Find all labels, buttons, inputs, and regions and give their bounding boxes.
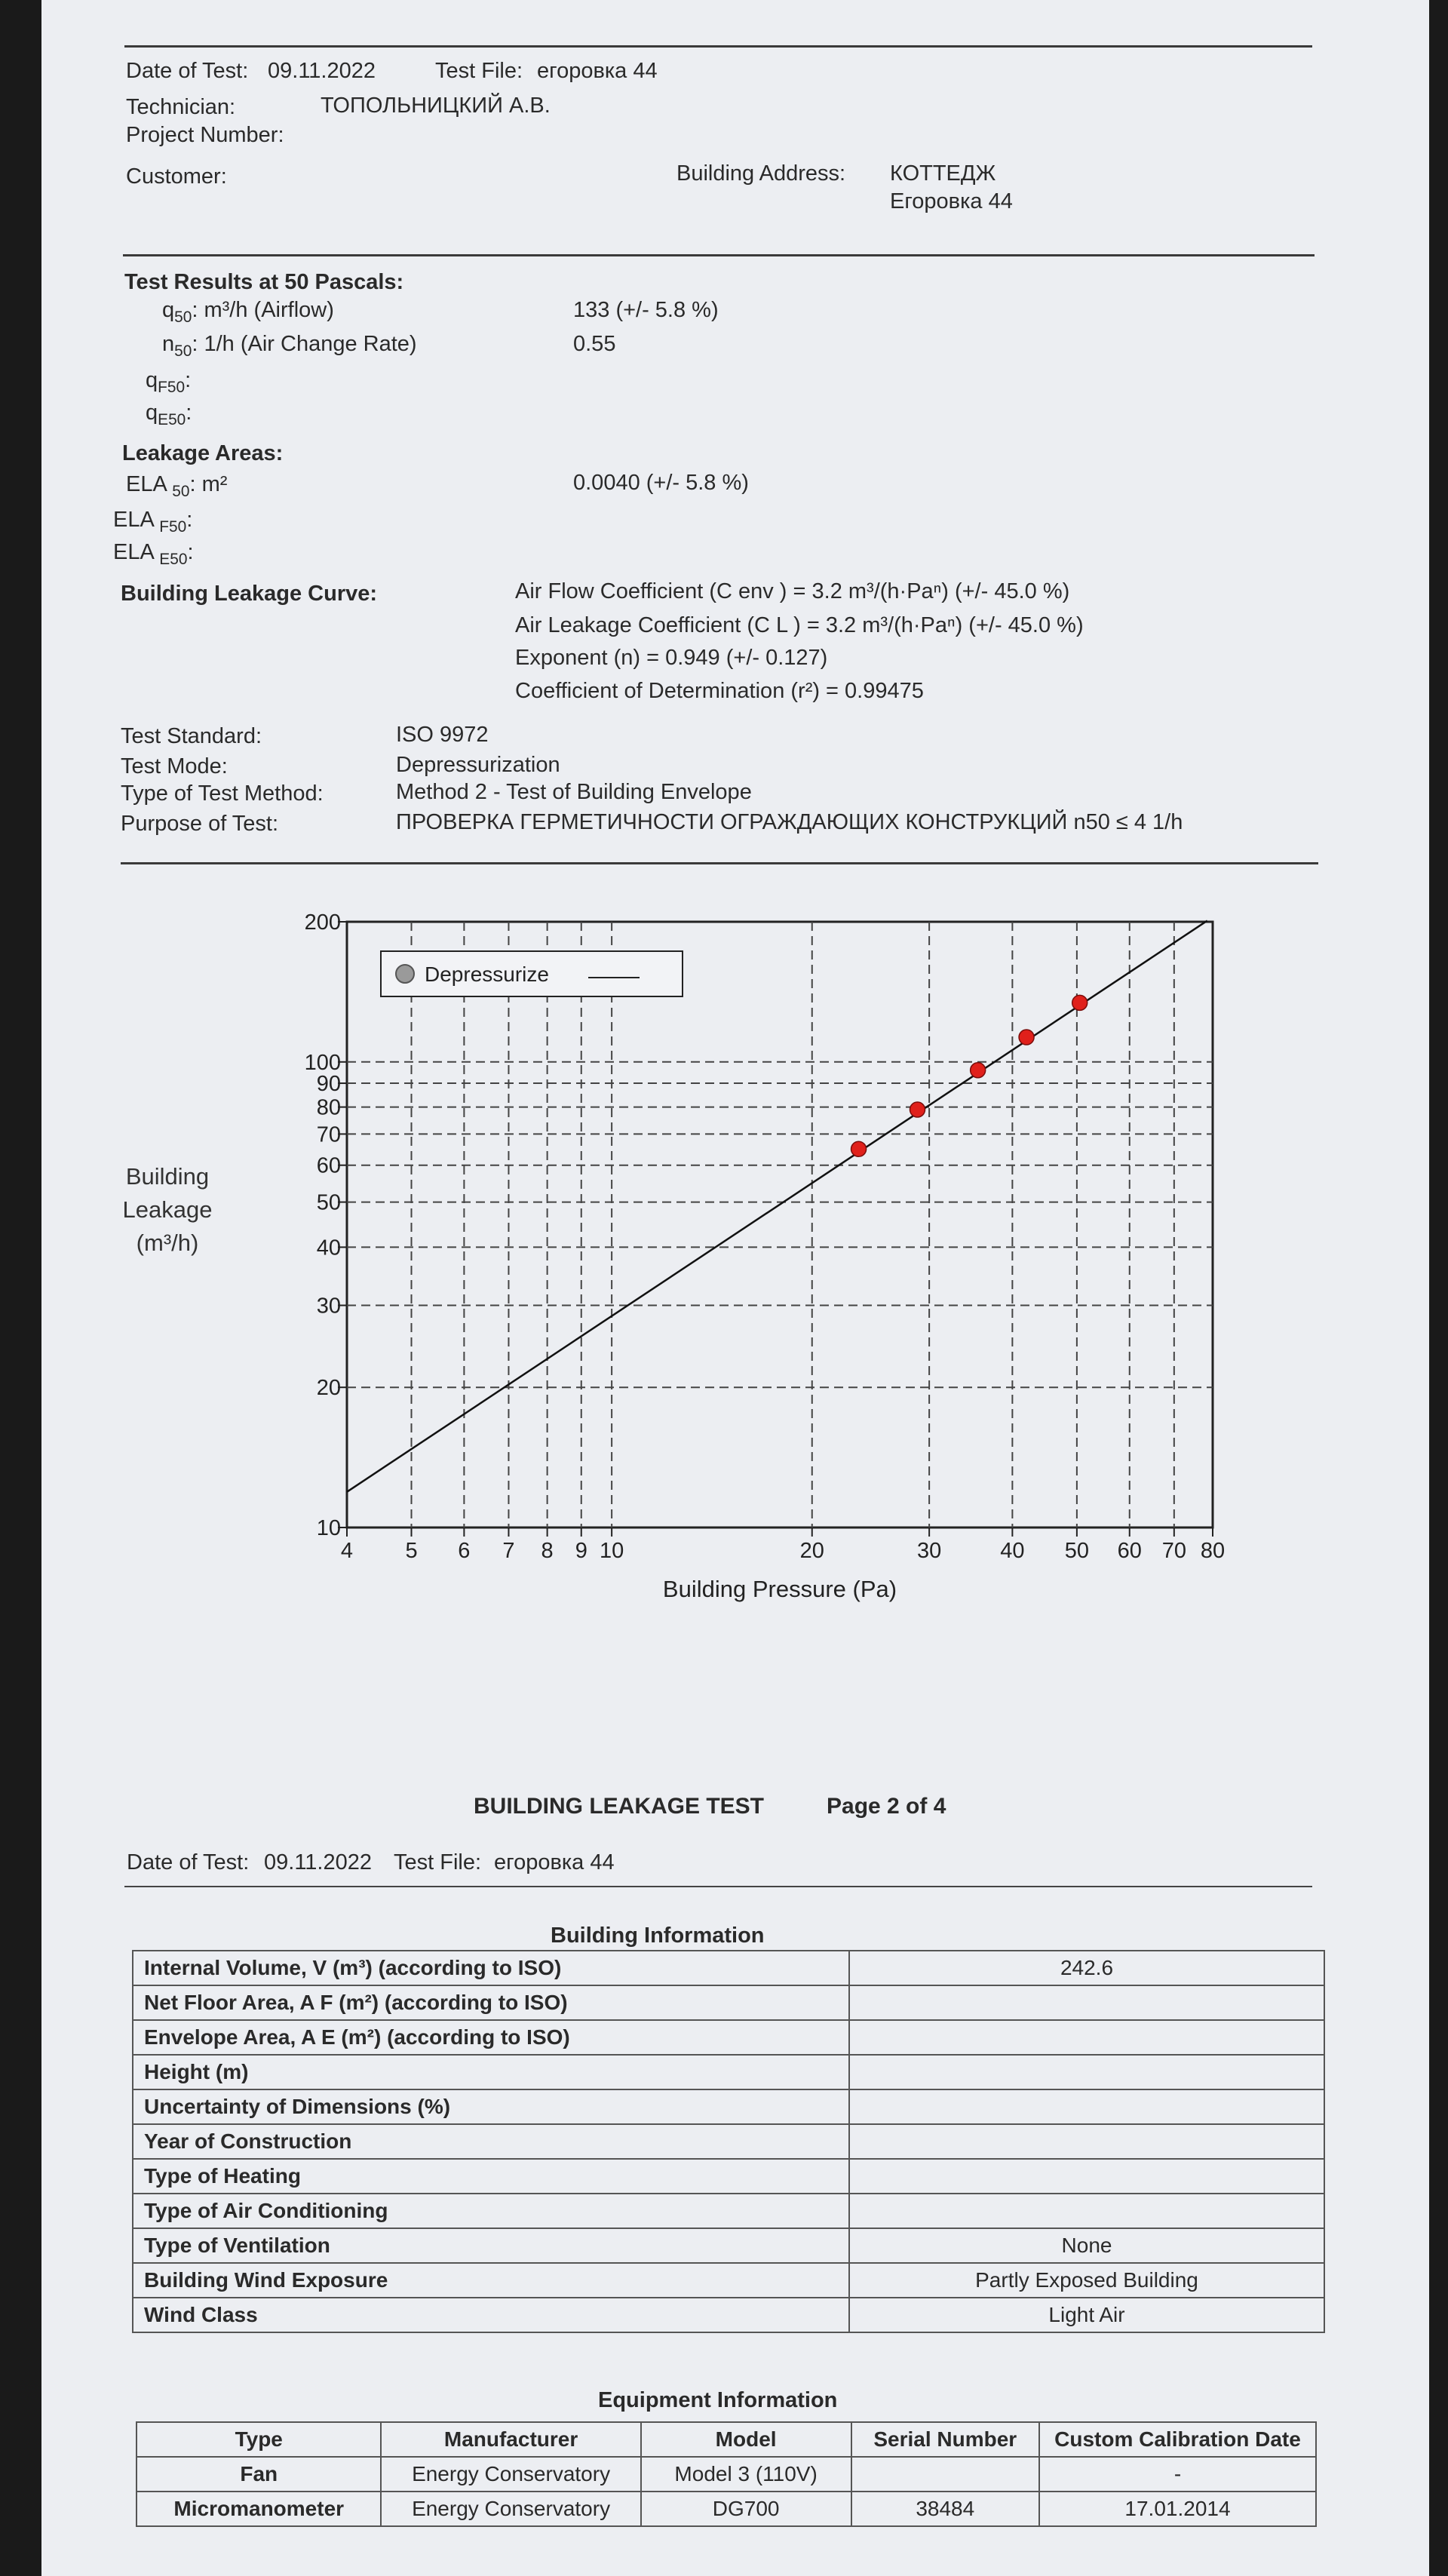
curve-heading: Building Leakage Curve: (121, 582, 378, 606)
building-info-label: Building Wind Exposure (133, 2263, 849, 2298)
air-flow-coefficient: Air Flow Coefficient (C env ) = 3.2 m³/(h·Paⁿ) (+/- 45.0 %) (515, 579, 1070, 603)
x-tick-label: 60 (1117, 1539, 1142, 1563)
x-axis-label: Building Pressure (Pa) (662, 1576, 897, 1602)
y-tick-label: 100 (304, 1050, 341, 1075)
leakage-heading: Leakage Areas: (122, 441, 284, 465)
x-tick-label: 7 (502, 1539, 515, 1563)
exponent: Exponent (n) = 0.949 (+/- 0.127) (515, 646, 828, 670)
y-tick-label: 40 (316, 1236, 341, 1260)
building-info-value (849, 2159, 1324, 2194)
table-row (133, 2020, 1324, 2055)
x-tick-label: 5 (405, 1539, 418, 1563)
n50-value: 0.55 (573, 332, 616, 356)
y-tick-label: 50 (316, 1190, 341, 1215)
building-info-label: Type of Heating (133, 2159, 849, 2194)
page2-title: BUILDING LEAKAGE TEST (474, 1794, 765, 1819)
section-rule (123, 254, 1315, 256)
technician-label: Technician: (126, 95, 236, 119)
equipment-cell: DG700 (641, 2492, 851, 2526)
x-tick-label: 10 (600, 1539, 624, 1563)
ela50-label: ELA $_{50}$: m² (126, 472, 228, 500)
y-axis-label: Leakage (122, 1196, 213, 1223)
data-point (851, 1141, 867, 1156)
equipment-cell: Fan (137, 2457, 381, 2492)
data-point (1072, 995, 1088, 1010)
building-info-value (849, 2055, 1324, 2089)
page2-date-label: Date of Test: (127, 1850, 250, 1874)
qE50-label: $q_{E50}$: (146, 401, 192, 428)
data-point (1019, 1030, 1034, 1045)
ela50-value: 0.0040 (+/- 5.8 %) (573, 471, 749, 495)
building-info-value (849, 2124, 1324, 2159)
equipment-header: Type (137, 2422, 381, 2457)
legend-label: Depressurize (425, 963, 549, 986)
x-tick-label: 6 (458, 1539, 471, 1563)
table-row (133, 2194, 1324, 2228)
date-label: Date of Test: (126, 59, 249, 83)
y-axis-label: (m³/h) (136, 1230, 199, 1256)
table-row (133, 2298, 1324, 2332)
equipment-cell: Energy Conservatory (381, 2457, 640, 2492)
equipment-cell: Micromanometer (137, 2492, 381, 2526)
test-file-label: Test File: (435, 59, 523, 83)
mode-label: Test Mode: (121, 754, 228, 778)
building-info-label: Type of Air Conditioning (133, 2194, 849, 2228)
equipment-header: Manufacturer (381, 2422, 640, 2457)
y-tick-label: 30 (316, 1294, 341, 1319)
equipment-header: Custom Calibration Date (1039, 2422, 1316, 2457)
purpose-label: Purpose of Test: (121, 812, 279, 836)
chart-top-rule (121, 862, 1318, 864)
page2-test-file-value: егоровка 44 (494, 1850, 615, 1874)
results-heading: Test Results at 50 Pascals: (124, 270, 404, 294)
x-tick-label: 9 (575, 1539, 587, 1563)
air-leakage-coefficient: Air Leakage Coefficient (C L ) = 3.2 m³/(h·Paⁿ) (+/- 45.0 %) (515, 613, 1084, 637)
building-info-label: Uncertainty of Dimensions (%) (133, 2089, 849, 2124)
mode-value: Depressurization (396, 753, 560, 777)
address-line-1: КОТТЕДЖ (890, 161, 996, 186)
x-tick-label: 8 (541, 1539, 554, 1563)
purpose-value: ПРОВЕРКА ГЕРМЕТИЧНОСТИ ОГРАЖДАЮЩИХ КОНСТРУКЦИЙ n50 ≤ 4 1/h (396, 810, 1183, 834)
y-tick-label: 20 (316, 1376, 341, 1401)
customer-label: Customer: (126, 164, 227, 189)
page2-test-file-label: Test File: (394, 1850, 482, 1874)
table-row (137, 2492, 1316, 2526)
q50-label: $q_{50}$: m³/h (Airflow) (162, 298, 334, 326)
building-info-label: Year of Construction (133, 2124, 849, 2159)
elaE50-label: ELA $_{E50}$: (113, 540, 194, 568)
building-info-value (849, 2194, 1324, 2228)
equipment-cell: Energy Conservatory (381, 2492, 640, 2526)
building-info-label: Type of Ventilation (133, 2228, 849, 2263)
x-tick-label: 4 (340, 1539, 354, 1563)
n50-label: $n_{50}$: 1/h (Air Change Rate) (162, 332, 417, 360)
building-info-value: 242.6 (849, 1951, 1324, 1985)
y-tick-label: 200 (304, 910, 341, 935)
table-row (133, 2124, 1324, 2159)
building-info-value (849, 2020, 1324, 2055)
page2-rule (124, 1886, 1312, 1887)
table-row (133, 2159, 1324, 2194)
equipment-header: Serial Number (851, 2422, 1039, 2457)
method-label: Type of Test Method: (121, 781, 324, 806)
y-tick-label: 60 (316, 1153, 341, 1178)
table-row (137, 2457, 1316, 2492)
equipment-info-title: Equipment Information (598, 2388, 838, 2412)
test-file-value: егоровка 44 (537, 59, 658, 83)
building-info-label: Internal Volume, V (m³) (according to ISO) (133, 1951, 849, 1985)
x-tick-label: 40 (1000, 1539, 1025, 1563)
elaF50-label: ELA $_{F50}$: (113, 508, 193, 536)
building-info-label: Net Floor Area, A F (m²) (according to ISO) (133, 1985, 849, 2020)
table-row (133, 2263, 1324, 2298)
equipment-cell: 17.01.2014 (1039, 2492, 1316, 2526)
standard-value: ISO 9972 (396, 723, 489, 747)
page2-date-value: 09.11.2022 (264, 1850, 372, 1874)
building-info-table (132, 1950, 1325, 2333)
building-address-label: Building Address: (676, 161, 846, 186)
address-line-2: Егоровка 44 (890, 189, 1013, 213)
leakage-chart (0, 883, 1448, 1622)
technician-value: ТОПОЛЬНИЦКИЙ А.В. (321, 94, 551, 118)
building-info-title: Building Information (551, 1924, 765, 1948)
coefficient-of-determination: Coefficient of Determination (r²) = 0.99475 (515, 679, 924, 703)
equipment-header: Model (641, 2422, 851, 2457)
y-tick-label: 90 (316, 1072, 341, 1097)
x-tick-label: 30 (917, 1539, 942, 1563)
legend-marker (396, 965, 414, 983)
page2-page-number: Page 2 of 4 (827, 1794, 946, 1819)
building-info-value: None (849, 2228, 1324, 2263)
building-info-value: Light Air (849, 2298, 1324, 2332)
y-tick-label: 80 (316, 1095, 341, 1120)
x-tick-label: 50 (1064, 1539, 1090, 1563)
equipment-cell: 38484 (851, 2492, 1039, 2526)
data-point (910, 1102, 925, 1117)
top-rule (124, 45, 1312, 48)
y-axis-label: Building (125, 1163, 210, 1190)
equipment-cell: - (1039, 2457, 1316, 2492)
plot-area (347, 922, 1213, 1527)
table-row (133, 2089, 1324, 2124)
data-point (971, 1063, 986, 1078)
x-tick-label: 80 (1200, 1539, 1226, 1563)
x-tick-label: 70 (1161, 1539, 1186, 1563)
building-info-value: Partly Exposed Building (849, 2263, 1324, 2298)
equipment-table (136, 2421, 1317, 2527)
qF50-label: $q_{F50}$: (146, 368, 192, 396)
table-row (133, 2228, 1324, 2263)
q50-value: 133 (+/- 5.8 %) (573, 298, 719, 322)
x-tick-label: 20 (799, 1539, 824, 1563)
building-info-label: Envelope Area, A E (m²) (according to ISO) (133, 2020, 849, 2055)
equipment-cell (851, 2457, 1039, 2492)
equipment-cell: Model 3 (110V) (641, 2457, 851, 2492)
building-info-value (849, 2089, 1324, 2124)
project-number-label: Project Number: (126, 123, 284, 147)
building-info-value (849, 1985, 1324, 2020)
table-row (133, 1985, 1324, 2020)
table-row (133, 1951, 1324, 1985)
building-info-label: Wind Class (133, 2298, 849, 2332)
y-tick-label: 10 (316, 1516, 341, 1540)
y-tick-label: 70 (316, 1122, 341, 1147)
table-row (133, 2055, 1324, 2089)
standard-label: Test Standard: (121, 724, 262, 748)
date-value: 09.11.2022 (268, 59, 376, 83)
building-info-label: Height (m) (133, 2055, 849, 2089)
method-value: Method 2 - Test of Building Envelope (396, 780, 752, 804)
